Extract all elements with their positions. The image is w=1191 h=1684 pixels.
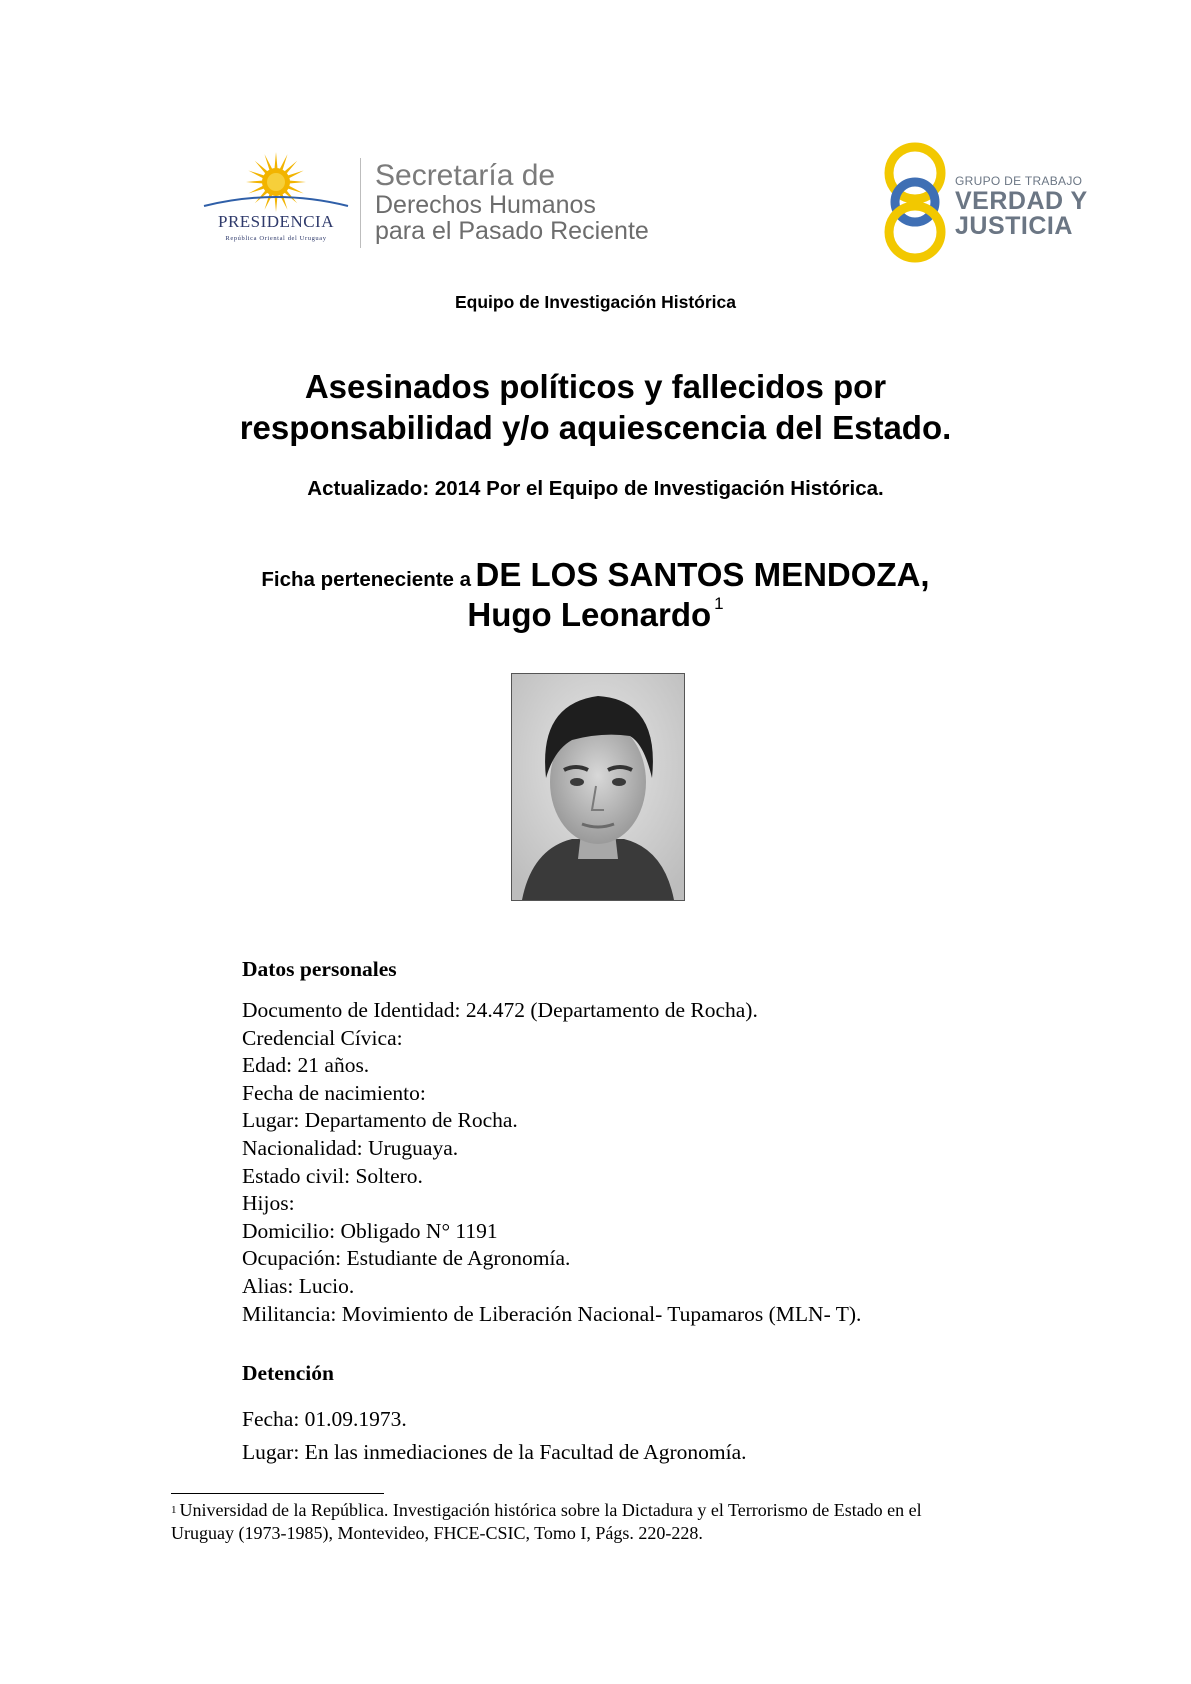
detention-list: [242, 1403, 747, 1469]
detention-heading: Detención: [242, 1361, 334, 1385]
footnote-number: 1: [171, 1504, 177, 1516]
sun-ray: [265, 193, 273, 209]
team-heading: Equipo de Investigación Histórica: [454, 292, 737, 312]
field-credencial: Credencial Cívica:: [242, 1025, 403, 1050]
title-line-2: responsabilidad y/o aquiescencia del Estado.: [239, 409, 952, 446]
detention-fecha: Fecha: 01.09.1973.: [242, 1407, 407, 1431]
rings-icon: [880, 140, 960, 265]
secretaria-logo: [375, 160, 649, 244]
sun-ray: [287, 186, 303, 194]
justicia-label: JUSTICIA: [955, 212, 1073, 240]
person-name-line-2-wrap: [0, 596, 1191, 634]
sun-ray: [280, 193, 288, 209]
portrait-photo: [511, 673, 685, 901]
secretaria-line-3: para el Pasado Reciente: [375, 217, 649, 245]
ficha-heading: [0, 556, 1191, 634]
detention-lugar: Lugar: En las inmediaciones de la Facultad de Agronomía.: [242, 1440, 747, 1464]
field-ocupacion: Ocupación: Estudiante de Agronomía.: [242, 1246, 571, 1271]
sun-ray: [255, 161, 268, 174]
presidencia-name: PRESIDENCIA: [217, 212, 334, 231]
field-fecha-nacimiento: Fecha de nacimiento:: [242, 1080, 426, 1105]
presidencia-subtitle: República Oriental del Uruguay: [225, 235, 327, 242]
sun-ray: [274, 152, 277, 169]
secretaria-line-1: Secretaría de: [375, 159, 556, 192]
person-name-line-2: Hugo Leonardo: [467, 596, 712, 633]
personal-data-list: [242, 997, 861, 1328]
grupo-trabajo-label: GRUPO DE TRABAJO: [955, 174, 1083, 188]
footnote-separator: [171, 1493, 384, 1494]
verdad-label: VERDAD Y: [955, 187, 1088, 215]
footnote-line-2: Uruguay (1973-1985), Montevideo, FHCE-CSIC, Tomo I, Págs. 220-228.: [171, 1523, 703, 1543]
field-estado-civil: Estado civil: Soltero.: [242, 1163, 423, 1188]
field-nacionalidad: Nacionalidad: Uruguaya.: [242, 1135, 459, 1160]
updated-line: Actualizado: 2014 Por el Equipo de Investigación Histórica.: [307, 477, 884, 500]
field-alias: Alias: Lucio.: [242, 1273, 355, 1298]
sun-ray: [289, 180, 306, 183]
logo-divider: [360, 158, 361, 248]
secretaria-line-2: Derechos Humanos: [375, 191, 596, 219]
footnote-line-1: Universidad de la República. Investigación histórica sobre la Dictadura y el Terrorismo de Estado en el: [179, 1500, 922, 1520]
verdad-justicia-logo: [880, 140, 1100, 265]
sun-ray: [248, 171, 264, 179]
sun-ray: [284, 161, 297, 174]
sun-ray: [265, 154, 273, 170]
presidencia-logo: [200, 150, 352, 250]
footnote: [171, 1499, 1031, 1545]
person-name-line-1: DE LOS SANTOS MENDOZA,: [475, 556, 930, 593]
sun-ray: [246, 180, 263, 183]
ficha-label: Ficha perteneciente a: [261, 568, 472, 591]
field-hijos: Hijos:: [242, 1191, 295, 1216]
sun-ray: [248, 186, 264, 194]
document-title: [0, 366, 1191, 448]
sun-ray: [287, 171, 303, 179]
sun-ray: [280, 154, 288, 170]
field-militancia: Militancia: Movimiento de Liberación Nacional- Tupamaros (MLN- T).: [242, 1301, 862, 1326]
title-line-1: Asesinados políticos y fallecidos por: [304, 368, 887, 405]
personal-data-heading: Datos personales: [242, 957, 397, 981]
footnote-reference[interactable]: 1: [714, 594, 724, 613]
field-domicilio: Domicilio: Obligado N° 1191: [242, 1218, 498, 1243]
footnote-line-1-wrap: [171, 1499, 1031, 1522]
field-documento: Documento de Identidad: 24.472 (Departamento de Rocha).: [242, 998, 758, 1022]
field-edad: Edad: 21 años.: [242, 1053, 370, 1078]
field-lugar: Lugar: Departamento de Rocha.: [242, 1108, 518, 1133]
